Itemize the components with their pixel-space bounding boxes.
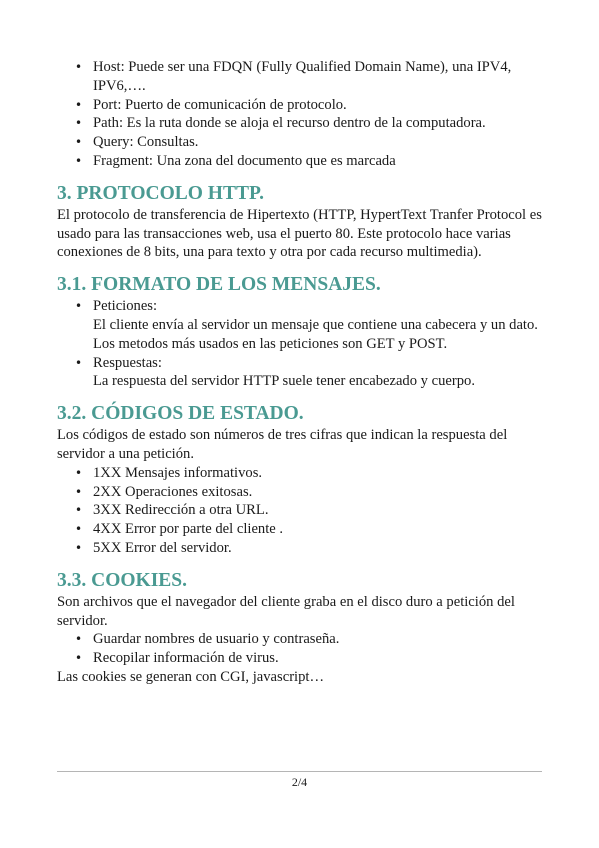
list-item-label: • Peticiones: (93, 298, 158, 315)
section-paragraph: Son archivos que el navegador del cliente graba en el disco duro a petición del servidor. (57, 593, 515, 629)
list-item-text: La respuesta del servidor HTTP suele tener encabezado y cuerpo. (93, 373, 475, 390)
list-item (57, 354, 547, 392)
section-heading-codigos-estado: 3.2. CÓDIGOS DE ESTADO. (57, 403, 304, 425)
list-item: • Fragment: Una zona del documento que es marcada (57, 152, 547, 171)
list-item: • 5XX Error del servidor. (57, 539, 547, 558)
section-heading-formato-mensajes: 3.1. FORMATO DE LOS MENSAJES. (57, 274, 381, 296)
section-paragraph: El protocolo de transferencia de Hipertexto (HTTP, HypertText Tranfer Protocol es usado para las transacciones web, usa el puerto 80. Este protocolo hace varias conexiones de 8 bits, una para texto y otra por cada recurso multimedia). (57, 206, 542, 261)
section-heading-protocolo-http: 3. PROTOCOLO HTTP. (57, 182, 264, 204)
page-content (57, 58, 547, 687)
cookies-list (57, 630, 547, 668)
list-item: • Path: Es la ruta donde se aloja el recurso dentro de la computadora. (57, 114, 547, 133)
list-item: • Recopilar información de virus. (57, 649, 547, 668)
section-paragraph: Los códigos de estado son números de tres cifras que indican la respuesta del servidor a una petición. (57, 427, 508, 462)
list-item: • Port: Puerto de comunicación de protocolo. (57, 96, 547, 115)
section-paragraph: Las cookies se generan con CGI, javascript… (57, 668, 325, 685)
footer-divider (57, 771, 542, 772)
list-item: • 1XX Mensajes informativos. (57, 464, 547, 483)
url-components-list (57, 58, 547, 171)
section-heading-cookies: 3.3. COOKIES. (57, 569, 188, 591)
page-number: 2/4 (291, 775, 308, 789)
list-item: • 3XX Redirección a otra URL. (57, 501, 547, 520)
message-format-list (57, 297, 547, 391)
list-item-text: El cliente envía al servidor un mensaje que contiene una cabecera y un dato. Los metodos más usados en las peticiones son GET y POST. (93, 316, 538, 352)
list-item: • 4XX Error por parte del cliente . (57, 520, 547, 539)
list-item: • Host: Puede ser una FDQN (Fully Qualified Domain Name), una IPV4, IPV6,…. (57, 58, 547, 96)
list-item (57, 297, 547, 353)
list-item-label: • Respuestas: (93, 354, 162, 371)
list-item: • 2XX Operaciones exitosas. (57, 483, 547, 502)
list-item: • Query: Consultas. (57, 133, 547, 152)
list-item: • Guardar nombres de usuario y contraseña. (57, 630, 547, 649)
status-codes-list (57, 464, 547, 558)
